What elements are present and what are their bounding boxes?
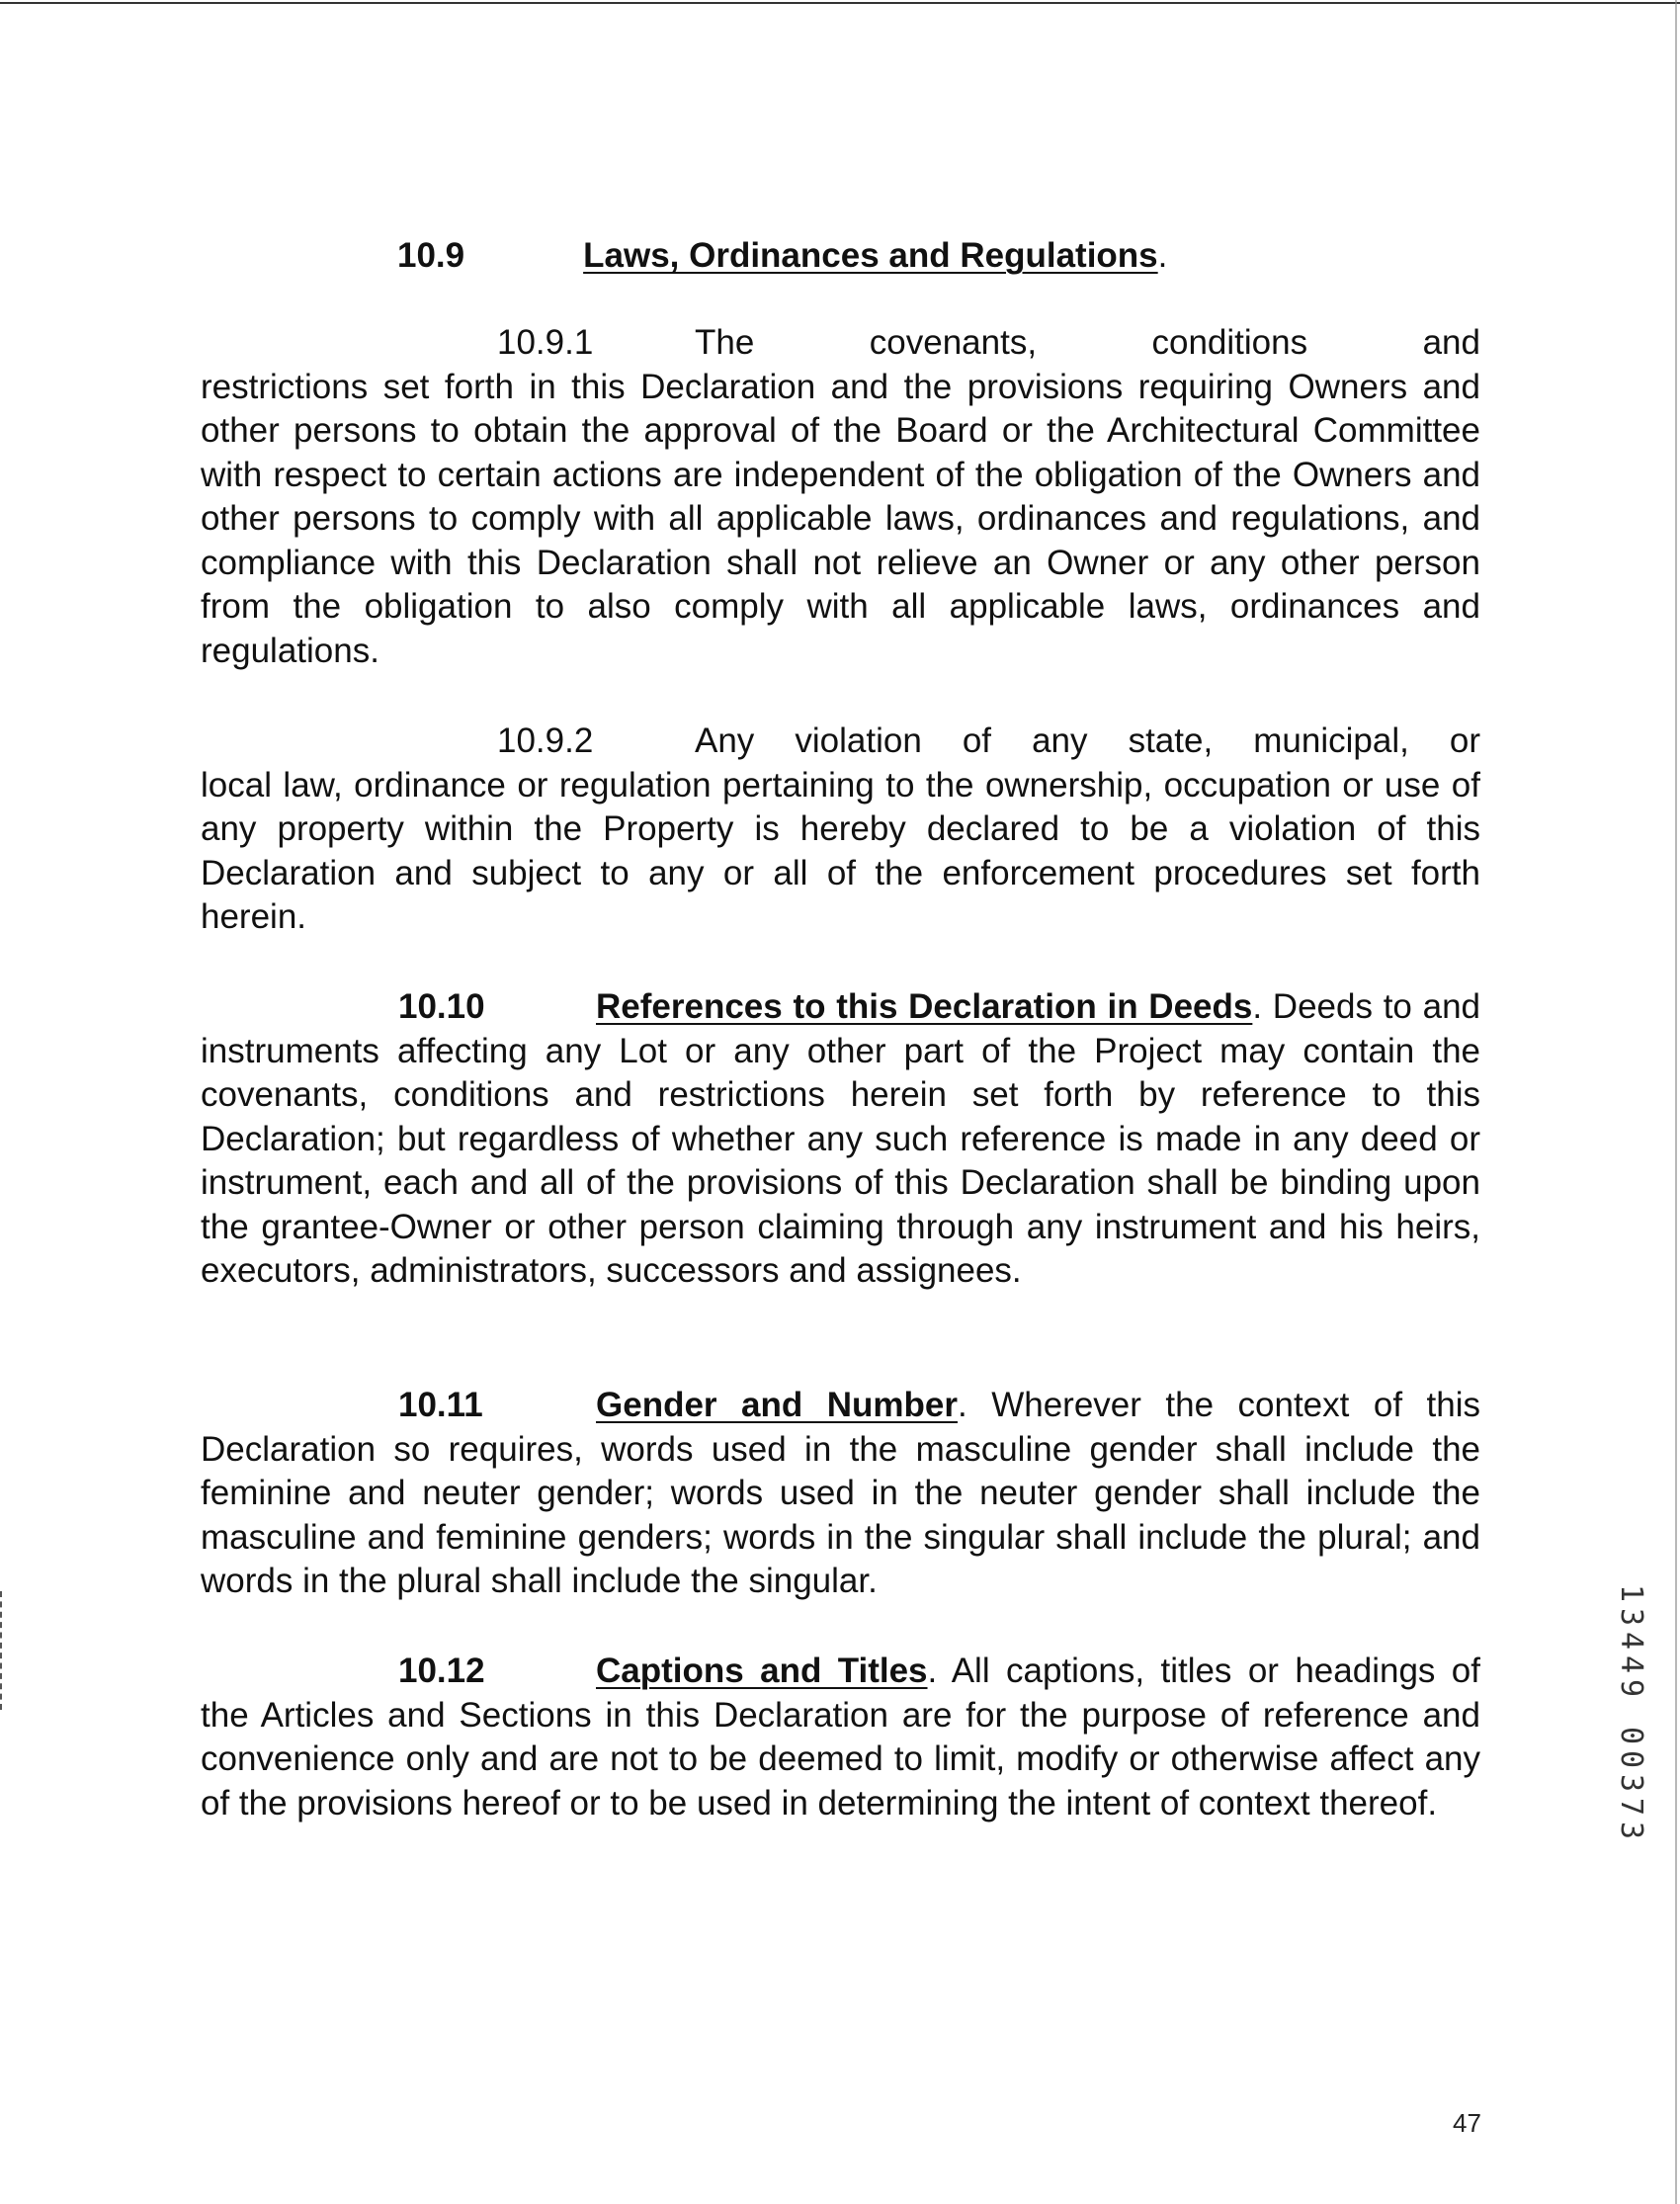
stamp-digit: 1	[1614, 1583, 1648, 1603]
recording-stamp	[1611, 1581, 1650, 1842]
section-number: 10.10	[398, 987, 485, 1026]
page-number: 47	[1453, 2108, 1481, 2138]
stamp-digit: 4	[1614, 1654, 1648, 1674]
section-title: Gender and Number	[596, 1386, 958, 1424]
stamp-digit: 3	[1614, 1773, 1648, 1793]
stamp-digit: 0	[1614, 1726, 1648, 1745]
section-body: . Deeds to and instruments affecting any Lot or any other part of the Project may contain the covenants, conditions and restrictions herein set forth by reference to this Declaration; but regardless of whether any such reference is made in any deed or instrument, each and all of the provisions of this Declaration shall be binding upon the grantee-Owner or other person claiming through any instrument and his heirs, executors, administrators, successors and assignees.	[201, 987, 1480, 1290]
section-title: Captions and Titles	[596, 1652, 928, 1690]
section-10-12	[201, 1650, 1480, 1825]
section-title: Laws, Ordinances and Regulations	[583, 236, 1158, 275]
section-10-9-heading	[397, 233, 1167, 278]
section-10-11	[201, 1384, 1480, 1604]
first-word: The	[695, 323, 755, 362]
subsection-number: 10.9.2	[497, 721, 594, 760]
section-number: 10.9	[397, 236, 465, 275]
subsection-first-line	[201, 720, 1480, 764]
subsection-number: 10.9.1	[497, 323, 594, 362]
stamp-digit: 4	[1614, 1631, 1648, 1651]
section-body: . All captions, titles or headings of the Articles and Sections in this Declaration are for the purpose of reference and convenience only and are not to be deemed to limit, modify or otherwise affect any of the provisions hereof or to be used in determining the intent of context thereof.	[201, 1652, 1480, 1823]
stamp-digit: 3	[1614, 1821, 1648, 1840]
stamp-digit: 0	[1614, 1749, 1648, 1769]
stamp-digit: 3	[1614, 1607, 1648, 1627]
subsection-first-line-text: Any violation of any state, municipal, or	[695, 721, 1480, 760]
stamp-digit: 9	[1614, 1678, 1648, 1698]
section-body: . Wherever the context of this Declaration so requires, words used in the masculine gender shall include the feminine and neuter gender; words used in the neuter gender shall include the masculine and feminine genders; words in the singular shall include the plural; and words in the plural shall include the singular.	[201, 1386, 1480, 1600]
subsection-body: restrictions set forth in this Declaration and the provisions requiring Owners and other persons to obtain the approval of the Board or the Architectural Committee with respect to certain actions are independent of the obligation of the Owners and other persons to comply with all applicable laws, ordinances and regulations, and compliance with this Declaration shall not relieve an Owner or any other person from the obligation to also comply with all applicable laws, ordinances and regulations.	[201, 367, 1480, 670]
section-title: References to this Declaration in Deeds	[596, 987, 1253, 1026]
subsection-10-9-2	[201, 720, 1480, 940]
stamp-digit: 7	[1614, 1797, 1648, 1817]
first-word: covenants,	[869, 323, 1038, 362]
scan-border-right	[1675, 0, 1677, 2204]
subsection-body: local law, ordinance or regulation pertaining to the ownership, occupation or use of any property within the Property is hereby declared to be a violation of this Declaration and subject to any or all of the enforcement procedures set forth herein.	[201, 765, 1480, 936]
subsection-first-line	[201, 321, 1480, 366]
section-number: 10.11	[398, 1386, 483, 1424]
scan-border-top	[0, 2, 1680, 4]
subsection-10-9-1	[201, 321, 1480, 673]
section-number: 10.12	[398, 1652, 485, 1690]
section-title-suffix: .	[1157, 236, 1168, 275]
scan-border-left-marks	[0, 1591, 5, 1710]
first-word: and	[1422, 323, 1480, 362]
first-word: conditions	[1151, 323, 1308, 362]
section-10-10	[201, 985, 1480, 1294]
